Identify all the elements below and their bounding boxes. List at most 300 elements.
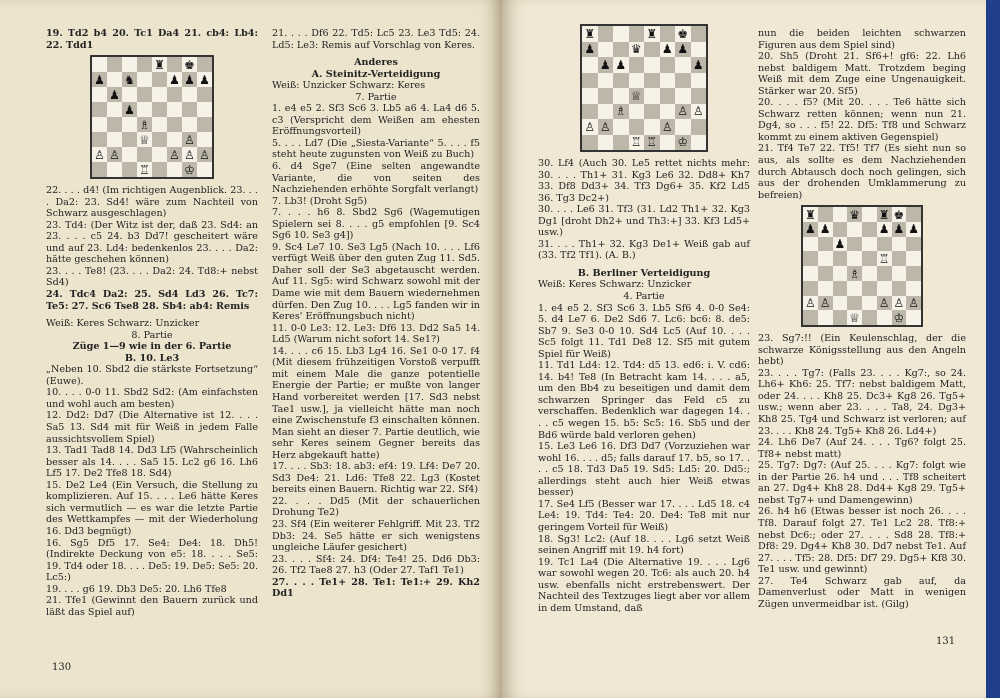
board-square [197,147,212,162]
board-square [167,102,182,117]
chess-piece-icon: ♟ [819,222,831,237]
board-square [803,251,818,266]
chess-piece-icon: ♔ [184,162,195,177]
board-square [197,117,212,132]
chess-piece-icon: ♗ [139,117,150,132]
board-square [122,72,137,87]
board-square [847,296,862,311]
board-square [582,26,598,42]
board-square [862,266,877,281]
board-square [660,135,676,151]
board-square [582,135,598,151]
board-square [877,222,892,237]
board-square [137,162,152,177]
chess-piece-icon: ♙ [661,119,673,134]
chess-diagram [90,55,214,179]
board-square [818,207,833,222]
board-square [582,119,598,135]
annotation-paragraph: „Neben 10. Sbd2 die stärkste Fortsetzung“ (Euwe). [46,364,258,387]
chess-piece-icon: ♚ [184,57,195,72]
board-square [107,147,122,162]
chess-piece-icon: ♙ [692,104,704,119]
board-square [152,162,167,177]
board-square [818,266,833,281]
chess-piece-icon: ♙ [109,147,120,162]
board-square [675,26,691,42]
board-square [847,266,862,281]
board-square [877,281,892,296]
board-square [660,73,676,89]
board-square [598,104,614,120]
annotation-paragraph: 23. Sg7:!! (Ein Keulenschlag, der die schwarze Königsstellung aus den Angeln hebt) [758,333,966,368]
annotation-paragraph: 22. . . . d4! (Im richtigen Augenblick. 23. . . . Da2: 23. Sd4! wäre zum Nachteil von Schwarz ausgeschlagen) [46,185,258,220]
annotation-paragraph: 20. . . . f5? (Mit 20. . . . Te6 hätte sich Schwarz retten können; wenn nun 21. Dg4, so . . . f5! 22. Df5: Tf8 und Schwarz kommt zu einem aktiven Gegenspiel) [758,97,966,143]
annotation-paragraph: 7. Lb3! (Droht Sg5) [272,195,368,207]
chess-piece-icon: ♕ [139,132,150,147]
board-square [137,102,152,117]
board-square [803,296,818,311]
board-square [197,132,212,147]
board-square [906,237,921,252]
annotation-paragraph: 6. d4 Sge7 (Eine selten angewandte Variante, die von seiten des Nachziehenden erhöhte Sorgfalt verlangt) [272,161,480,196]
board-square [675,73,691,89]
annotation-paragraph: 24. Tdc4 Da2: 25. Sd4 Ld3 26. Tc7: Te5: 27. Sc6 Tse8 28. Sb4: ab4: Remis [46,289,258,312]
board-square [613,26,629,42]
right-page [502,0,986,698]
board-square [182,162,197,177]
board-square [629,42,645,58]
board-square [892,310,907,325]
chess-piece-icon: ♖ [630,135,642,150]
board-square [691,73,707,89]
board-square [167,87,182,102]
chess-piece-icon: ♟ [804,222,816,237]
chess-piece-icon: ♟ [94,72,105,87]
board-square [660,26,676,42]
chess-piece-icon: ♟ [834,237,846,252]
board-square [660,104,676,120]
board-square [613,135,629,151]
board-square [862,237,877,252]
board-square [892,207,907,222]
board-square [833,237,848,252]
annotation-paragraph: 18. Sg3! Lc2: (Auf 18. . . . Lg6 setzt Weiß seinen Angriff mit 19. h4 fort) [538,533,750,557]
board-square [629,135,645,151]
chess-piece-icon: ♗ [849,266,860,281]
board-square [182,147,197,162]
chess-piece-icon: ♕ [630,88,642,103]
chess-diagram [580,24,708,152]
board-square [137,147,152,162]
chess-piece-icon: ♗ [615,104,627,119]
chess-piece-icon: ♜ [646,26,658,41]
board-square [847,237,862,252]
annotation-paragraph: A. Steinitz-Verteidigung [311,68,441,80]
annotation-paragraph: 27. Te4 Schwarz gab auf, da Damenverlust oder Matt in wenigen Zügen unvermeidbar ist. (Gilg) [758,575,966,610]
chess-piece-icon: ♙ [584,119,596,134]
board-square [107,132,122,147]
board-square [877,207,892,222]
chess-piece-icon: ♟ [124,102,135,117]
annotation-paragraph: Weiß: Keres Schwarz: Unzicker [538,279,692,291]
annotation-paragraph: 23. . . . Sf4: 24. Df4: Te4! 25. Dd6 Db3: 26. Tf2 Tae8 27. h3 (Oder 27. Taf1 Te1) [272,553,480,577]
right-column-1 [538,20,750,614]
chess-piece-icon: ♙ [184,147,195,162]
annotation-paragraph: 10. . . . 0-0 11. Sbd2 Sd2: (Am einfachsten und wohl auch am besten) [46,387,258,410]
board-square [92,162,107,177]
annotation-paragraph: B. Berliner Verteidigung [577,267,711,279]
left-column-1 [46,28,258,618]
chess-piece-icon: ♟ [169,72,180,87]
board-square [877,237,892,252]
annotation-paragraph: 14. . . . c6 15. Lb3 Lg4 16. Se1 0-0 17. f4 (Mit diesem frühzeitigen Vorstoß verpufft mit einem Male die ganze potentielle Energie der Partie; er mußte von langer Hand vorbereitet werden [17. Sd3 nebst Tae1 usw.], ja vielleicht hätte man noch eine Zwischenstufe f3 einschalten können. Man sieht an dieser 7. Partie deutlich, wie sehr Keres seinem Gegner bereits das Herz abgekauft hatte) [272,345,480,461]
chess-piece-icon: ♟ [584,42,596,57]
annotation-paragraph: Weiß: Keres Schwarz: Unzicker [46,318,200,330]
board-square [137,57,152,72]
board-square [892,251,907,266]
board-square [691,88,707,104]
annotation-paragraph: 23. Sf4 (Ein weiterer Fehlgriff. Mit 23. Tf2 Db3: 24. Se5 hätte er sich wenigstens ungleiche Läufer gesichert) [272,518,480,554]
board-square [877,310,892,325]
board-square [182,87,197,102]
board-square [197,102,212,117]
board-square [167,147,182,162]
board-square [818,310,833,325]
board-square [598,26,614,42]
board-square [197,72,212,87]
board-square [598,135,614,151]
board-square [877,266,892,281]
board-square [644,26,660,42]
chess-piece-icon: ♟ [109,87,120,102]
board-square [92,147,107,162]
chess-piece-icon: ♜ [154,57,165,72]
annotation-paragraph: 31. . . . Th1+ 32. Kg3 De1+ Weiß gab auf (33. Tf2 Tf1). (A. B.) [538,238,750,262]
board-square [818,281,833,296]
board-square [660,57,676,73]
board-square [833,207,848,222]
chess-piece-icon: ♜ [804,207,816,222]
board-square [660,88,676,104]
annotation-paragraph: 23. . . . Tg7: (Falls 23. . . . Kg7:, so 24. Lh6+ Kh6: 25. Tf7: nebst baldigem Matt, oder 24. . . . Kh8 25. Dc3+ Kg8 26. Tg5+ usw.; wenn aber 23. . . . Ta8, 24. Dg3+ Kh8 25. Tg4 und Schwarz ist verloren; auf 23. . . . Kh8 24. Tg5+ Kh8 26. Ld4+) [758,367,966,437]
annotation-paragraph: 4. Partie [623,291,665,303]
board-square [847,222,862,237]
board-square [152,132,167,147]
board-square [92,102,107,117]
chess-piece-icon: ♖ [878,251,890,266]
board-square [644,104,660,120]
chess-piece-icon: ♟ [184,72,195,87]
chess-piece-icon: ♙ [184,132,195,147]
annotation-paragraph: 25. Tg7: Dg7: (Auf 25. . . . Kg7: folgt wie in der Partie 26. h4 und . . . Tf8 scheitert an 27. Dg4+ Kh8 28. Dd4+ Kg8 29. Tg5+ nebst Tg7+ und Damengewinn) [758,460,966,506]
board-square [691,57,707,73]
annotation-paragraph: 30. . . . Le6 31. Tf3 (31. Ld2 Th1+ 32. Kg3 Dg1 [droht Dh2+ und Th3:+] 33. Kf3 Ld5+ usw.) [538,204,750,239]
board-square [122,162,137,177]
board-square [629,57,645,73]
board-square [122,117,137,132]
board-square [818,237,833,252]
board-square [197,57,212,72]
board-square [152,102,167,117]
board-square [644,73,660,89]
chess-piece-icon: ♟ [615,57,627,72]
chess-piece-icon: ♟ [199,72,210,87]
annotation-paragraph: 30. Lf4 (Auch 30. Le5 rettet nichts mehr: 30. . . . Th1+ 31. Kg3 Le6 32. Dd8+ Kh7 33. Df8 Dd3+ 34. Tf3 Dg6+ 35. Kf2 Ld5 36. Tg3 Dc2+) [538,158,750,204]
board-square [675,135,691,151]
board-square [892,266,907,281]
board-square [675,57,691,73]
annotation-paragraph: nun die beiden leichten schwarzen Figuren aus dem Spiel sind) [758,28,966,51]
chess-piece-icon: ♟ [893,222,905,237]
annotation-paragraph: 19. . . . g6 19. Db3 De5: 20. Lh6 Tfe8 [46,583,227,595]
chess-piece-icon: ♟ [878,222,890,237]
board-square [137,72,152,87]
board-square [644,135,660,151]
board-square [582,104,598,120]
board-square [197,87,212,102]
board-square [582,73,598,89]
chess-piece-icon: ♟ [692,57,704,72]
annotation-paragraph: 22. . . . Dd5 (Mit der schauerlichen Drohung Te2) [272,495,480,519]
chess-piece-icon: ♙ [878,296,890,311]
board-square [167,162,182,177]
board-square [152,117,167,132]
board-square [660,119,676,135]
board-square [598,73,614,89]
annotation-paragraph: 15. De2 Le4 (Ein Versuch, die Stellung zu komplizieren. Auf 15. . . . Le6 hätte Keres sich vermutlich — es war die letzte Partie des Wettkampfes — mit der Wiederholung 16. Dd3 begnügt) [46,479,258,537]
board-square [644,57,660,73]
board-square [122,102,137,117]
board-square [906,296,921,311]
board-square [818,251,833,266]
board-square [877,296,892,311]
annotation-paragraph: 20. Sh5 (Droht 21. Sf6+! gf6: 22. Lh6 nebst baldigem Matt. Trotzdem beging Weiß mit dem Zuge eine Ungenauigkeit. Stärker war 20. Sf5) [758,51,966,97]
board-square [182,132,197,147]
board-square [833,281,848,296]
annotation-paragraph: 26. h4 h6 (Etwas besser ist noch 26. . . . Tf8. Darauf folgt 27. Te1 Lc2 28. Tf8:+ nebst Dc6:; oder 27. . . . Sd8 28. Tf8:+ Df8: 29. Dg4+ Kh8 30. Dd7 nebst Te1. Auf 27. . . . Tf5: 28. Df5: Df7 29. Dg5+ Kf8 30. Te1 usw. und gewinnt) [758,506,966,576]
annotation-paragraph: 23. . . . Te8! (23. . . . Da2: 24. Td8:+ nebst Sd4) [46,265,258,289]
chess-piece-icon: ♙ [819,296,831,311]
board-square [92,87,107,102]
board-square [107,87,122,102]
chess-piece-icon: ♙ [94,147,105,162]
chess-piece-icon: ♜ [584,26,596,41]
board-square [691,42,707,58]
board-square [644,88,660,104]
board-square [833,310,848,325]
annotation-paragraph: 13. Tad1 Tad8 14. Dd3 Lf5 (Wahrscheinlich besser als 14. . . . Sa5 15. Lc2 g6 16. Lh6 Lf5 17. De2 Tfe8 18. Sd4) [46,445,258,480]
board-square [629,104,645,120]
board-square [182,57,197,72]
annotation-paragraph: 24. Lh6 De7 (Auf 24. . . . Tg6? folgt 25. Tf8+ nebst matt) [758,437,966,460]
background-strip [986,0,1000,698]
chess-piece-icon: ♖ [646,135,658,150]
board-square [167,132,182,147]
chess-piece-icon: ♙ [893,296,905,311]
board-square [691,119,707,135]
board-square [862,296,877,311]
board-square [675,104,691,120]
chess-piece-icon: ♛ [630,42,642,57]
chess-piece-icon: ♟ [908,222,919,237]
board-square [660,42,676,58]
chess-piece-icon: ♚ [893,207,905,222]
chess-piece-icon: ♚ [677,26,689,41]
board-square [598,57,614,73]
chess-piece-icon: ♛ [849,207,860,222]
board-square [92,132,107,147]
board-square [107,57,122,72]
board-square [847,310,862,325]
page-number-left: 130 [52,662,72,673]
board-square [122,87,137,102]
board-square [906,207,921,222]
board-square [877,251,892,266]
board-square [152,87,167,102]
chess-diagram [801,205,923,327]
board-square [137,132,152,147]
annotation-paragraph: 7. . . . h6 8. Sbd2 Sg6 (Wagemutigen Spielern sei 8. . . . g5 empfohlen [9. Sc4 Sg6 10. Se3 g4]) [272,207,480,242]
board-square [906,251,921,266]
board-square [197,162,212,177]
board-square [613,73,629,89]
annotation-paragraph: Anderes [354,57,398,69]
board-square [613,42,629,58]
board-square [833,266,848,281]
annotation-paragraph: 12. Dd2: Dd7 (Die Alternative ist 12. . . . Sa5 13. Sd4 mit für Weiß in jedem Falle aussichtsvollem Spiel) [46,410,258,445]
board-square [122,132,137,147]
board-square [803,207,818,222]
board-square [847,281,862,296]
board-square [892,281,907,296]
board-square [803,310,818,325]
chess-piece-icon: ♞ [124,72,135,87]
board-square [629,119,645,135]
board-square [675,119,691,135]
board-square [906,281,921,296]
board-square [598,119,614,135]
board-square [107,162,122,177]
board-square [107,72,122,87]
chess-piece-icon: ♙ [908,296,919,311]
board-square [613,119,629,135]
annotation-paragraph: 19. Td2 b4 20. Tc1 Da4 21. cb4: Lb4: 22. Tdd1 [46,28,258,51]
board-square [803,222,818,237]
board-square [152,72,167,87]
board-square [598,88,614,104]
board-square [892,222,907,237]
board-square [152,147,167,162]
board-square [167,57,182,72]
annotation-paragraph: 23. Td4: (Der Witz ist der, daß 23. Sd4: an 23. . . . c5 24. b3 Dd7! gescheitert wäre und auf 23. Ld4: bedenkenlos 23. . . . Da2: hätte geschehen können) [46,219,258,266]
annotation-paragraph: 17. . . . Sb3: 18. ab3: ef4: 19. Lf4: De7 20. Sd3 De4: 21. Ld6: Tfe8 22. Lg3 (Kostet bereits einen Bauern. Richtig war 22. Sf4) [272,461,480,496]
chess-piece-icon: ♟ [599,57,611,72]
left-column-2 [272,28,480,600]
annotation-paragraph: 21. Tfe1 (Gewinnt den Bauern zurück und läßt das Spiel auf) [46,595,258,618]
board-square [862,222,877,237]
annotation-paragraph: 11. 0-0 Le3: 12. Le3: Df6 13. Dd2 Sa5 14. Ld5 (Warum nicht sofort 14. Se1?) [272,322,480,346]
annotation-paragraph: 16. Sg5 Df5 17. Se4: De4: 18. Dh5! (Indirekte Deckung von e5: 18. . . . Se5: 19. Td4 oder 18. . . . De5: 19. De5: Se5: 20. Lc5:) [46,537,258,584]
board-square [92,117,107,132]
chess-piece-icon: ♖ [139,162,150,177]
board-square [691,26,707,42]
board-square [691,104,707,120]
board-square [862,251,877,266]
annotation-paragraph: 9. Sc4 Le7 10. Se3 Lg5 (Nach 10. . . . Lf6 verfügt Weiß über den guten Zug 11. Sd5. Daher soll der Se3 abgetauscht werden. Auf 11. Sg5: wird Schwarz sowohl mit der Dame wie mit dem Bauern wiedernehmen dürfen. Den Zug 10. . . . Lg5 fanden wir in Keres' Eröffnungsbuch nicht) [272,241,480,323]
board-square [803,237,818,252]
board-square [598,42,614,58]
board-square [833,251,848,266]
board-square [906,222,921,237]
annotation-paragraph: 21. Tf4 Te7 22. Tf5! Tf7 (Es sieht nun so aus, als sollte es dem Nachziehenden durch Abtausch doch noch gelingen, sich aus der drohenden Umklammerung zu befreien) [758,143,966,201]
board-square [644,42,660,58]
annotation-paragraph: 19. Tc1 La4 (Die Alternative 19. . . . Lg6 war sowohl wegen 20. Tc6: als auch 20. h4 usw. ebenfalls nicht erstrebenswert. Der Nachteil des Textzuges liegt aber vor allem in dem Umstand, daß [538,556,750,614]
chess-piece-icon: ♟ [661,42,673,57]
board-square [644,119,660,135]
board-square [892,296,907,311]
board-square [167,117,182,132]
board-square [847,251,862,266]
annotation-paragraph: Züge 1—9 wie in der 6. Partie [72,341,232,353]
annotation-paragraph: 27. . . . Te1+ 28. Te1: Te1:+ 29. Kh2 Dd1 [272,576,480,600]
board-square [182,102,197,117]
board-square [122,57,137,72]
chess-piece-icon: ♔ [893,310,905,325]
chess-piece-icon: ♙ [599,119,611,134]
board-square [167,72,182,87]
board-square [613,57,629,73]
board-square [122,147,137,162]
board-square [847,207,862,222]
chess-piece-icon: ♕ [849,310,860,325]
chess-piece-icon: ♙ [169,147,180,162]
board-square [892,237,907,252]
board-square [862,281,877,296]
annotation-paragraph: B. 10. Le3 [124,352,180,364]
chess-piece-icon: ♙ [804,296,816,311]
chess-piece-icon: ♔ [677,135,689,150]
board-square [818,296,833,311]
board-square [862,207,877,222]
board-square [182,72,197,87]
page-number-right: 131 [936,636,956,647]
annotation-paragraph: 1. e4 e5 2. Sf3 Sc6 3. Lb5 Sf6 4. 0-0 Se4: 5. d4 Le7 6. De2 Sd6 7. Lc6: bc6: 8. de5: Sb7 9. Se3 0-0 10. Sd4 Lc5 (Auf 10. . . . Sc5 folgt 11. Td1 De8 12. Sf5 mit gutem Spiel für Weiß) [538,302,750,360]
board-square [152,57,167,72]
board-square [92,72,107,87]
chess-piece-icon: ♙ [677,104,689,119]
chess-piece-icon: ♜ [878,207,890,222]
right-column-2 [758,28,966,610]
chess-piece-icon: ♟ [677,42,689,57]
board-square [818,222,833,237]
annotation-paragraph: 1. e4 e5 2. Sf3 Sc6 3. Lb5 a6 4. La4 d6 5. c3 (Verspricht dem Weißen am ehesten Eröffnungsvorteil) [272,103,480,138]
annotation-paragraph: 8. Partie [131,329,173,341]
annotation-paragraph: 17. Se4 Lf5 (Besser war 17. . . . Ld5 18. c4 Le4: 19. Td4: Te4: 20. De4: Te8 mit nur geringem Vorteil für Weiß) [538,498,750,533]
board-square [906,310,921,325]
annotation-paragraph: Weiß: Unzicker Schwarz: Keres [272,80,426,92]
board-square [107,117,122,132]
board-square [92,57,107,72]
board-square [833,296,848,311]
board-square [675,88,691,104]
annotation-paragraph: 7. Partie [355,91,397,103]
board-square [613,88,629,104]
annotation-paragraph: 5. . . . Ld7 (Die „Siesta-Variante“ 5. . . . f5 steht heute zugunsten von Weiß zu Buch) [272,137,480,161]
annotation-paragraph: 11. Td1 Ld4: 12. Td4: d5 13. ed6: i. V. cd6: 14. b4! Te8 (In Betracht kam 14. . . . a5, um den Bb4 zu beseitigen und damit dem schwarzen Springer das Feld c5 zu verschaffen. Bedenklich war dagegen 14. . . . c5 wegen 15. b5: Sc5: 16. Sb5 und der Bd6 würde bald verloren gehen) [538,360,750,441]
board-square [675,42,691,58]
board-square [613,104,629,120]
board-square [629,88,645,104]
